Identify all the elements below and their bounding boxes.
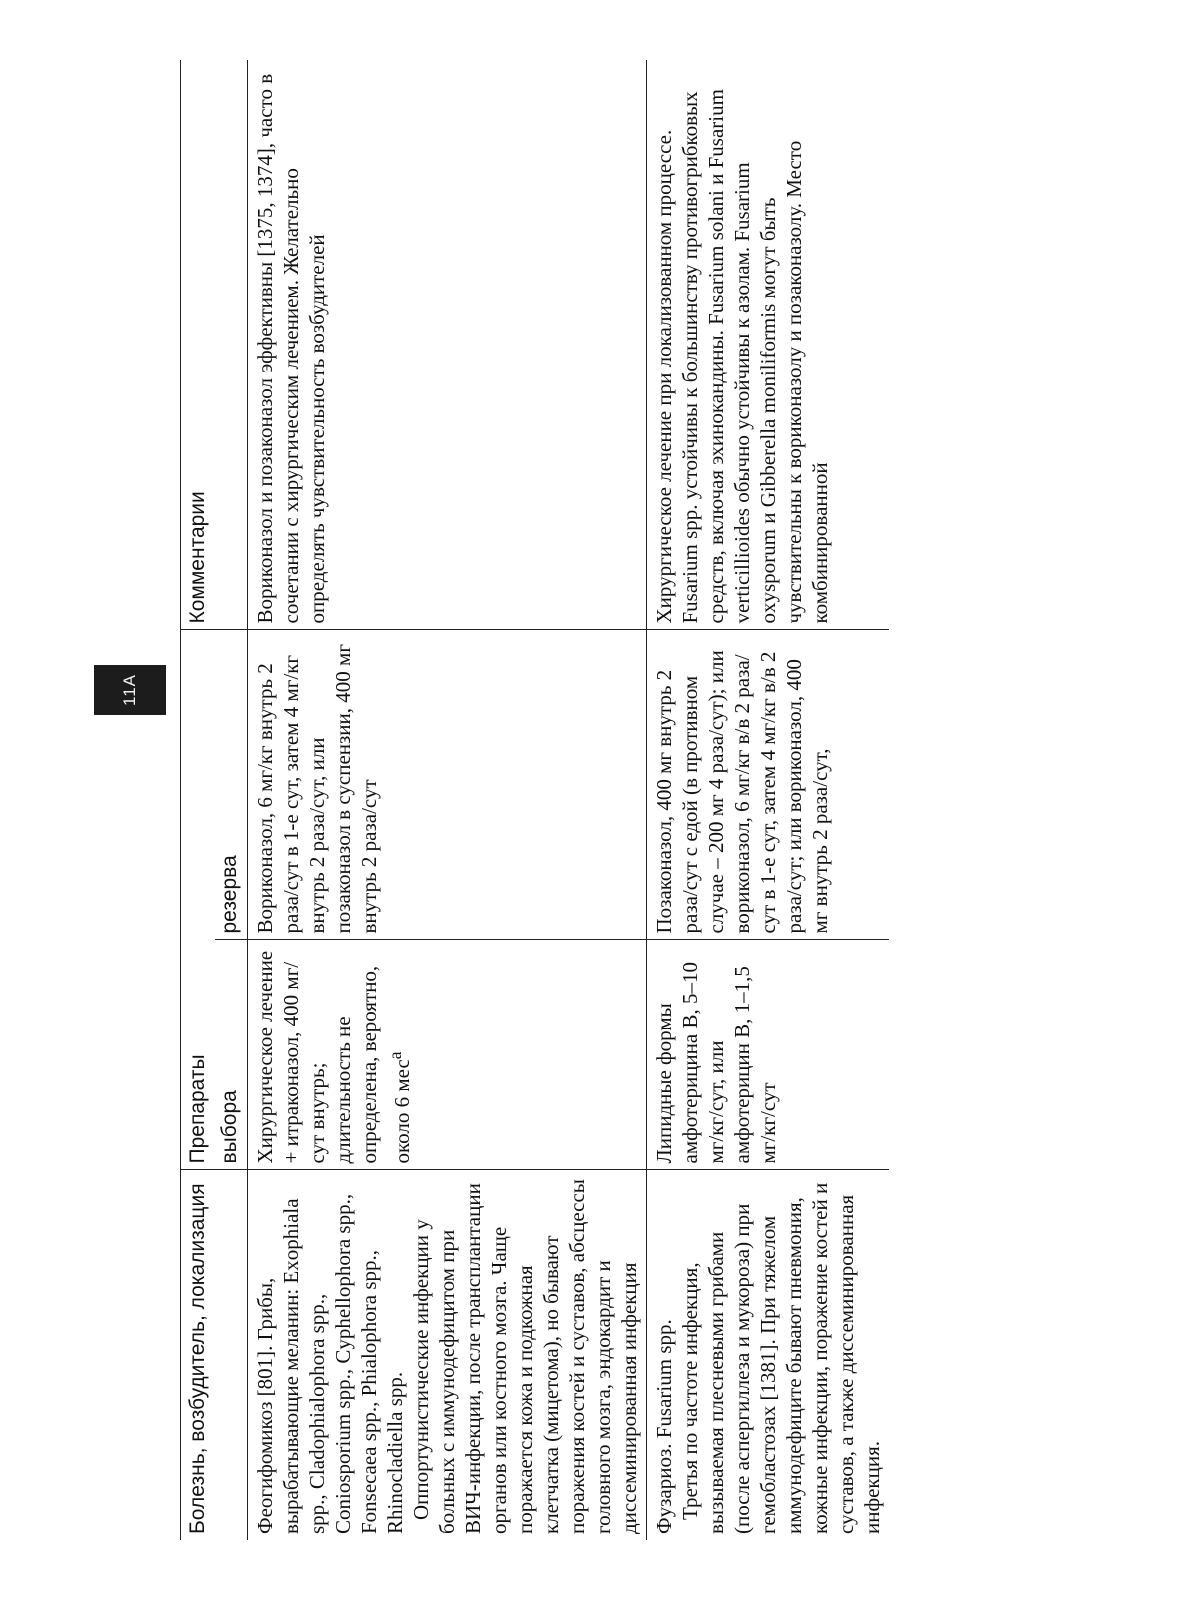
rotated-page	[180, 60, 884, 1540]
table-row	[647, 60, 890, 1540]
choice-cell: Липидные формы амфотерицина В, 5–10 мг/кг/сут, или амфотерицин В, 1–1,5 мг/кг/сут	[647, 940, 890, 1170]
disease-description: Третья по частоте инфекция, вызываемая плесневыми грибами (после аспергиллеза и мукороза) при гемобластозах [1381]. При тяжелом иммунодефиците бывают пневмония, кожные инфекции, поражение костей и суставов, а также диссеминированная инфекция.	[678, 1182, 884, 1534]
disease-cell	[248, 1170, 647, 1540]
header-choice: выбора	[215, 940, 248, 1170]
reserve-cell: Вориконазол, 6 мг/кг внутрь 2 раза/сут в 1-е сут, затем 4 мг/кг внутрь 2 раза/сут, или позаконазол в суспензии, 400 мг внутрь 2 раза/сут	[248, 630, 647, 940]
disease-description: Оппортунистические инфекции у больных с иммунодефицитом при ВИЧ-инфекции, после трансплантации органов или костного мозга. Чаще поражается кожа и подкожная клетчатка (мицетома), но бывают поражения костей и суставов, абсцессы головного мозга, эндокардит и диссеминированная инфекция	[409, 1179, 641, 1534]
choice-footnote-mark: a	[385, 1051, 405, 1060]
choice-text: Хирургическое лечение + итраконазол, 400 мг/сут внутрь; длительность не определена, вероятно, около 6 мес	[253, 950, 414, 1164]
section-tab-badge	[94, 665, 166, 715]
header-drugs: Препараты	[181, 630, 216, 1170]
reserve-cell: Позаконазол, 400 мг внутрь 2 раза/сут с едой (в противном случае – 200 мг 4 раза/сут); или вориконазол, 6 мг/кг в/в 2 раза/сут в 1-е сут, затем 4 мг/кг в/в 2 раза/сут; или вориконазол, 400 мг внутрь 2 раза/сут,	[647, 630, 890, 940]
header-comments: Комментарии	[181, 60, 248, 630]
header-reserve: резерва	[215, 630, 248, 940]
choice-cell	[248, 940, 647, 1170]
comments-cell: Вориконазол и позаконазол эффективны [1375, 1374], часто в сочетании с хирургическим лечением. Желательно определять чувствительность возбудителей	[248, 60, 647, 630]
disease-title: Феогифомикоз [801]. Грибы, вырабатывающие меланин: Exophiala spp., Cladophialophora spp., Coniosporium spp., Cyphellophora spp., Fonsecaea spp., Phialophora spp., Rhinocladiella spp.	[253, 1193, 407, 1534]
disease-cell	[647, 1170, 890, 1540]
disease-title: Фузариоз. Fusarium spp.	[652, 1319, 676, 1534]
comments-cell: Хирургическое лечение при локализованном процессе. Fusarium spp. устойчивы к большинству противогрибковых средств, включая эхинокандины. Fusarium solani и Fusarium verticillioides обычно устойчивы к азолам. Fusarium oxysporum и Gibberella moniliformis могут быть чувствительны к вориконазолу и позаконазолу. Место комбинированной	[647, 60, 890, 630]
table-row	[248, 60, 647, 1540]
treatment-table	[180, 60, 889, 1540]
header-disease: Болезнь, возбудитель, локализация	[181, 1170, 248, 1540]
section-tab-label: 11А	[120, 674, 139, 706]
